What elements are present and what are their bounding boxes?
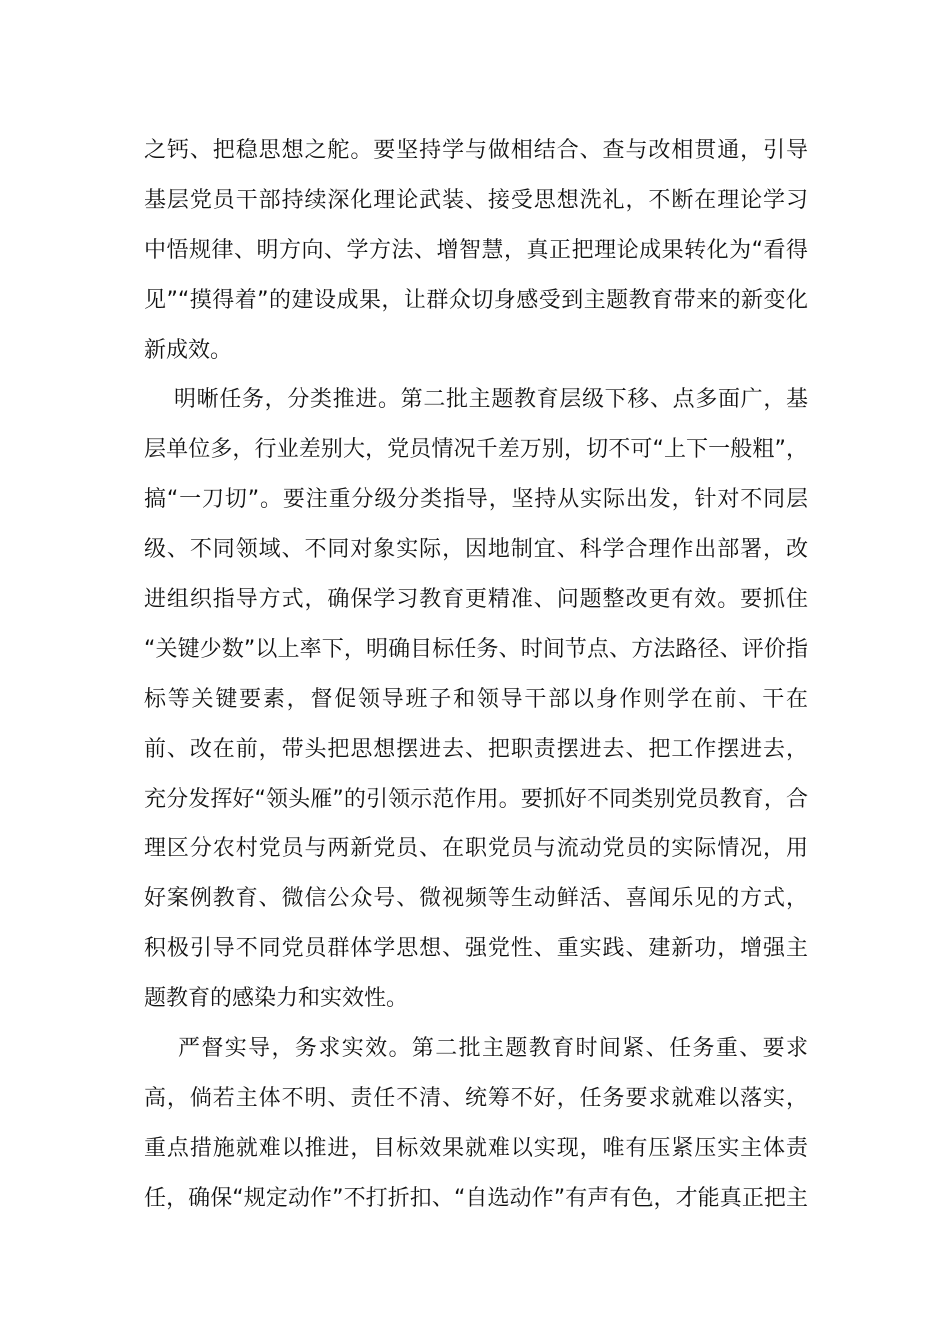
text-line: 前、改在前，带头把思想摆进去、把职责摆进去、把工作摆进去， xyxy=(144,736,808,762)
text-line: 中悟规律、明方向、学方法、增智慧，真正把理论成果转化为“看得 xyxy=(144,237,808,263)
text-line: 搞“一刀切”。要注重分级分类指导，坚持从实际出发，针对不同层 xyxy=(144,487,808,513)
text-line: 充分发挥好“领头雁”的引领示范作用。要抓好不同类别党员教育，合 xyxy=(144,786,808,812)
text-line: 好案例教育、微信公众号、微视频等生动鲜活、喜闻乐见的方式， xyxy=(144,886,808,912)
text-line: 重点措施就难以推进，目标效果就难以实现，唯有压紧压实主体责 xyxy=(144,1135,808,1161)
document-body xyxy=(144,126,808,1224)
text-line: 明晰任务，分类推进。第二批主题教育层级下移、点多面广，基 xyxy=(174,387,808,413)
paragraph-3 xyxy=(144,1024,808,1224)
text-line: 层单位多，行业差别大，党员情况千差万别，切不可“上下一般粗”， xyxy=(144,437,808,463)
paragraph-2 xyxy=(144,375,808,1024)
text-line: 严督实导，务求实效。第二批主题教育时间紧、任务重、要求 xyxy=(178,1036,808,1062)
text-line: 标等关键要素，督促领导班子和领导干部以身作则学在前、干在 xyxy=(144,686,808,712)
paragraph-1 xyxy=(144,126,808,375)
text-line: 见”“摸得着”的建设成果，让群众切身感受到主题教育带来的新变化 xyxy=(144,287,808,313)
text-line: “关键少数”以上率下，明确目标任务、时间节点、方法路径、评价指 xyxy=(144,636,808,662)
text-line: 新成效。 xyxy=(144,337,233,363)
text-line: 题教育的感染力和实效性。 xyxy=(144,986,409,1012)
text-line: 高，倘若主体不明、责任不清、统筹不好，任务要求就难以落实， xyxy=(144,1085,808,1111)
text-line: 进组织指导方式，确保学习教育更精准、问题整改更有效。要抓住 xyxy=(144,587,808,613)
text-line: 之钙、把稳思想之舵。要坚持学与做相结合、查与改相贯通，引导 xyxy=(144,138,808,163)
text-line: 任，确保“规定动作”不打折扣、“自选动作”有声有色，才能真正把主 xyxy=(144,1185,808,1211)
text-line: 积极引导不同党员群体学思想、强党性、重实践、建新功，增强主 xyxy=(144,936,808,962)
text-line: 基层党员干部持续深化理论武装、接受思想洗礼，不断在理论学习 xyxy=(144,187,808,213)
text-line: 级、不同领域、不同对象实际，因地制宜、科学合理作出部署，改 xyxy=(144,537,808,563)
text-line: 理区分农村党员与两新党员、在职党员与流动党员的实际情况，用 xyxy=(144,836,808,862)
